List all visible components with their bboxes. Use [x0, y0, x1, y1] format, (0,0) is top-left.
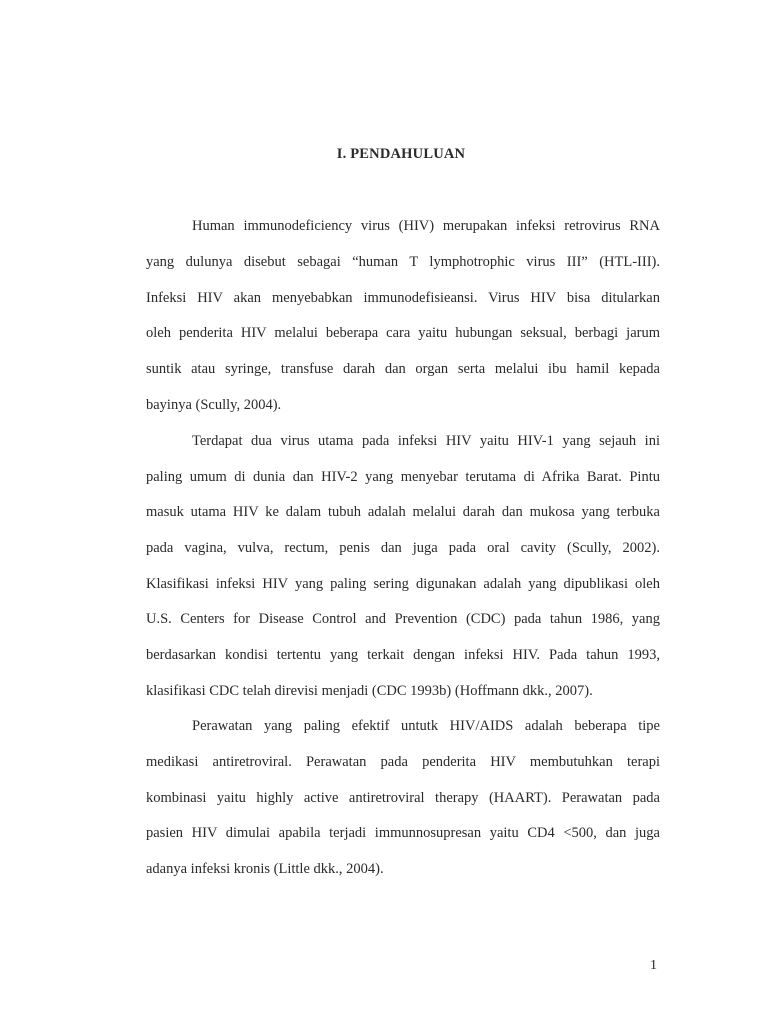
- paragraph-line: Perawatan yang paling efektif untutk HIV/AIDS adalah beberapa tipe: [192, 718, 660, 734]
- paragraph-line: oleh penderita HIV melalui beberapa cara yaitu hubungan seksual, berbagi jarum: [146, 325, 660, 341]
- paragraph-line: adanya infeksi kronis (Little dkk., 2004).: [146, 861, 384, 877]
- paragraph-line: pasien HIV dimulai apabila terjadi immunnosupresan yaitu CD4 <500, dan juga: [146, 825, 660, 841]
- paragraph-line: pada vagina, vulva, rectum, penis dan juga pada oral cavity (Scully, 2002).: [146, 540, 660, 556]
- paragraph-line: bayinya (Scully, 2004).: [146, 397, 282, 413]
- paragraph-line: paling umum di dunia dan HIV-2 yang menyebar terutama di Afrika Barat. Pintu: [146, 469, 660, 485]
- paragraph-line: Human immunodeficiency virus (HIV) merupakan infeksi retrovirus RNA: [192, 218, 660, 234]
- paragraph-line: Infeksi HIV akan menyebabkan immunodefisieansi. Virus HIV bisa ditularkan: [146, 290, 660, 306]
- page-number: 1: [650, 958, 657, 973]
- page-title: I. PENDAHULUAN: [336, 146, 466, 162]
- paragraph-line: Klasifikasi infeksi HIV yang paling sering digunakan adalah yang dipublikasi oleh: [146, 576, 660, 592]
- paragraph-line: Terdapat dua virus utama pada infeksi HIV yaitu HIV-1 yang sejauh ini: [192, 433, 660, 449]
- paragraph-line: klasifikasi CDC telah direvisi menjadi (CDC 1993b) (Hoffmann dkk., 2007).: [146, 683, 593, 699]
- paragraph-line: medikasi antiretroviral. Perawatan pada penderita HIV membutuhkan terapi: [146, 754, 660, 770]
- paragraph-line: U.S. Centers for Disease Control and Prevention (CDC) pada tahun 1986, yang: [146, 611, 660, 627]
- paragraph-line: masuk utama HIV ke dalam tubuh adalah melalui darah dan mukosa yang terbuka: [146, 504, 660, 520]
- paragraph-line: berdasarkan kondisi tertentu yang terkait dengan infeksi HIV. Pada tahun 1993,: [146, 647, 660, 663]
- paragraph-line: yang dulunya disebut sebagai “human T lymphotrophic virus III” (HTL-III).: [146, 254, 660, 270]
- paragraph-line: suntik atau syringe, transfuse darah dan organ serta melalui ibu hamil kepada: [146, 361, 660, 377]
- paragraph-line: kombinasi yaitu highly active antiretroviral therapy (HAART). Perawatan pada: [146, 790, 660, 806]
